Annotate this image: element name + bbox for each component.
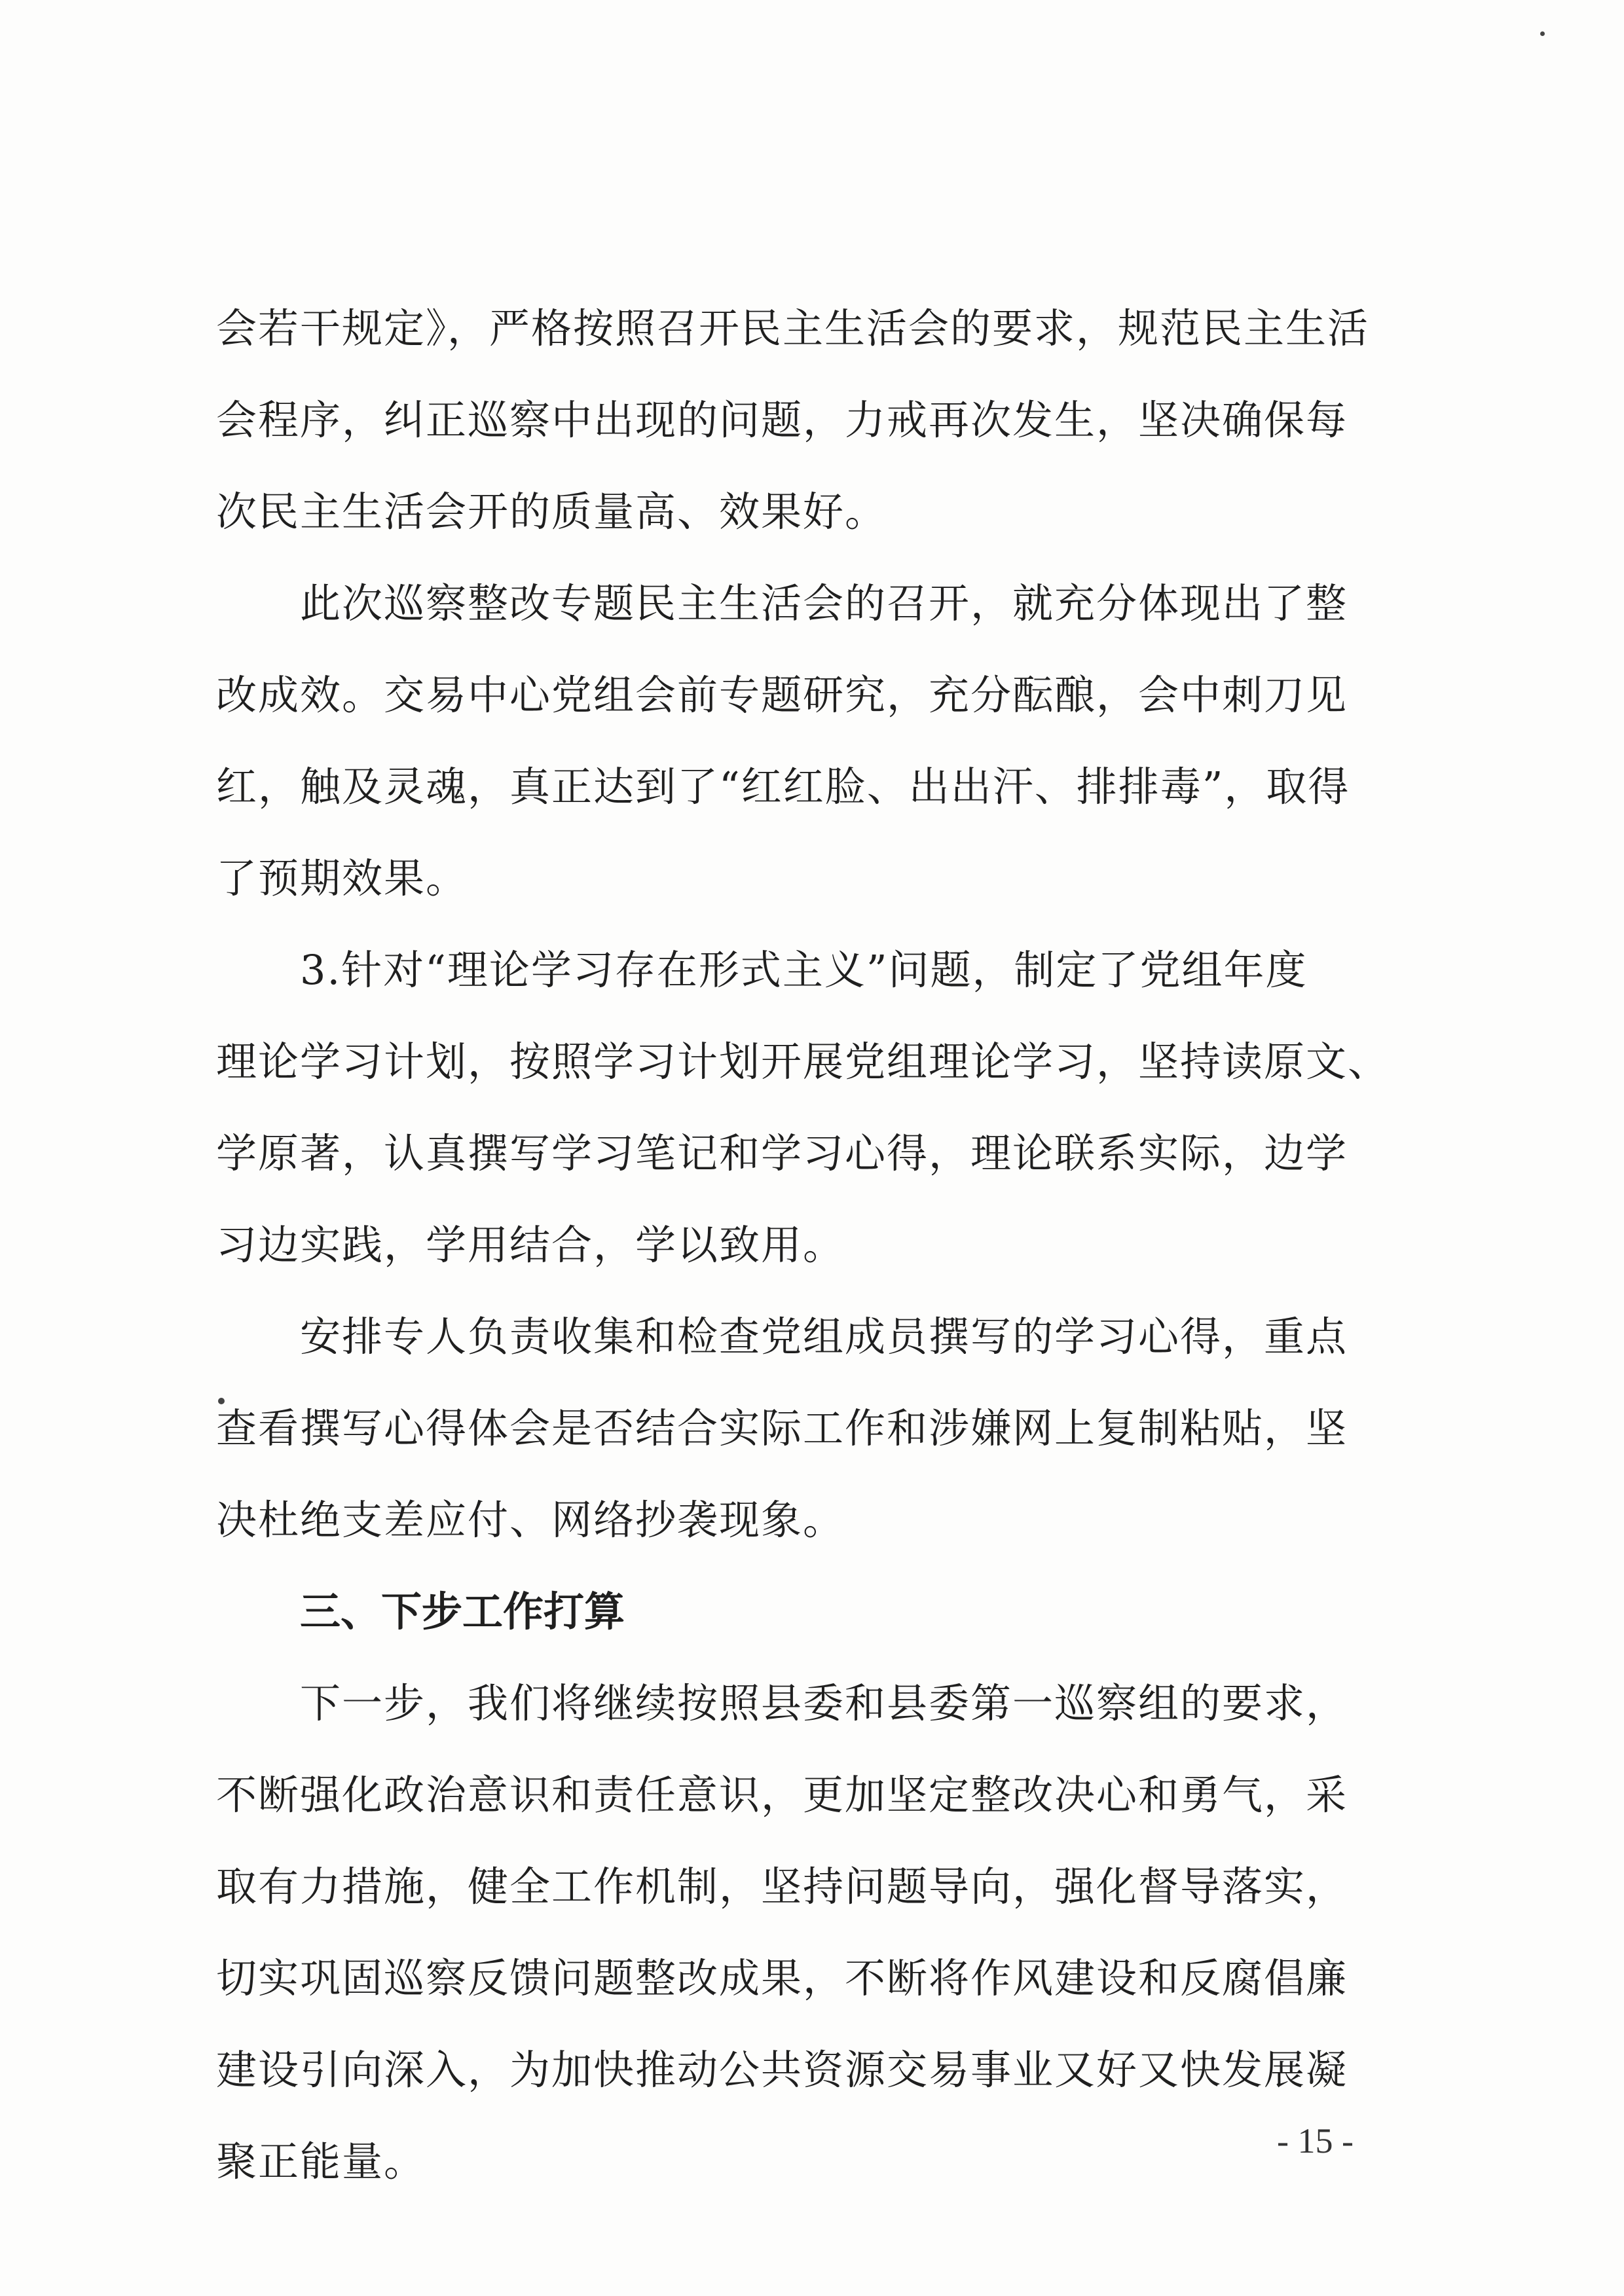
text-line: 下一步，我们将继续按照县委和县委第一巡察组的要求， (300, 1679, 1348, 1727)
text-line: 3.针对“理论学习存在形式主义”问题，制定了党组年度 (300, 946, 1308, 994)
text-line: 建设引向深入，为加快推动公共资源交易事业又好又快发展凝 (216, 2046, 1348, 2094)
text-line: 此次巡察整改专题民主生活会的召开，就充分体现出了整 (300, 579, 1348, 627)
text-line: 切实巩固巡察反馈问题整改成果，不断将作风建设和反腐倡廉 (216, 1954, 1348, 2002)
text-line: 习边实践，学用结合，学以致用。 (216, 1221, 845, 1269)
document-body (216, 283, 1414, 2208)
text-line: 聚正能量。 (216, 2138, 426, 2185)
scan-speck (1540, 31, 1545, 36)
page-number: - 15 - (1277, 2121, 1354, 2160)
text-line: 取有力措施，健全工作机制，坚持问题导向，强化督导落实， (216, 1863, 1348, 1910)
text-line: 查看撰写心得体会是否结合实际工作和涉嫌网上复制粘贴，坚 (216, 1404, 1348, 1452)
text-line: 次民主生活会开的质量高、效果好。 (216, 488, 887, 536)
text-line: 会程序，纠正巡察中出现的问题，力戒再次发生，坚决确保每 (216, 396, 1348, 444)
text-line: 决杜绝支差应付、网络抄袭现象。 (216, 1496, 845, 1544)
body-text-before-heading (216, 283, 1414, 1566)
text-line: 红，触及灵魂，真正达到了“红红脸、出出汗、排排毒”，取得 (216, 763, 1350, 811)
text-line: 会若干规定》，严格按照召开民主生活会的要求，规范民主生活 (216, 304, 1370, 352)
section-heading: 三、下步工作打算 (300, 1588, 625, 1635)
text-line: 改成效。交易中心党组会前专题研究，充分酝酿，会中刺刀见 (216, 671, 1348, 719)
text-line: 安排专人负责收集和检查党组成员撰写的学习心得，重点 (300, 1313, 1348, 1360)
body-text-after-heading (216, 1658, 1414, 2208)
text-line: 了预期效果。 (216, 854, 468, 902)
text-line: 学原著，认真撰写学习笔记和学习心得，理论联系实际，边学 (216, 1129, 1348, 1177)
scan-speck (218, 1398, 225, 1404)
text-line: 理论学习计划，按照学习计划开展党组理论学习，坚持读原文、 (216, 1038, 1390, 1085)
text-line: 不断强化政治意识和责任意识，更加坚定整改决心和勇气，采 (216, 1771, 1348, 1819)
